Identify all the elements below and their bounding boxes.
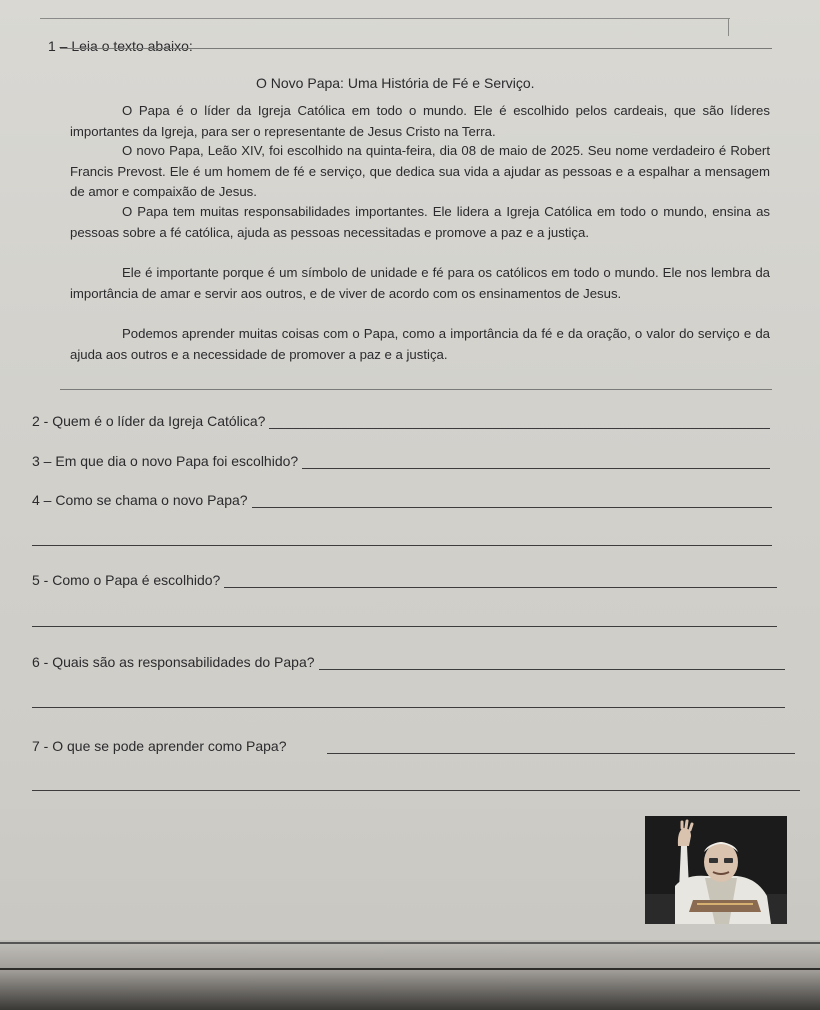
question-5-label: 5 - Como o Papa é escolhido? [32,572,221,588]
question-5 [32,572,777,588]
answer-line-2[interactable] [269,414,770,429]
answer-line-5[interactable] [224,573,777,588]
question-7 [32,738,795,754]
side-rule [728,18,729,36]
table-surface [0,940,820,1010]
answer-line-3[interactable] [302,454,770,469]
question-6-label: 6 - Quais são as responsabilidades do Papa? [32,654,315,670]
question-7-label: 7 - O que se pode aprender como Papa? [32,738,287,754]
question-4-label: 4 – Como se chama o novo Papa? [32,492,248,508]
question-3 [32,453,770,469]
reading-text-box [60,48,772,390]
top-rule [40,18,730,19]
answer-line-4b[interactable] [32,545,772,546]
answer-line-5b[interactable] [32,626,777,627]
paper-edge-line [0,942,820,944]
question-2-label: 2 - Quem é o líder da Igreja Católica? [32,413,266,429]
paragraph-4: Ele é importante porque é um símbolo de unidade e fé para os católicos em todo o mundo. Ele nos lembra da importância de amar e servir aos outros, e de viver de acordo com os ensinamentos de Jesus. [70,265,770,301]
answer-line-6[interactable] [319,655,785,670]
question-2 [32,413,770,429]
answer-line-7[interactable] [327,739,795,754]
pope-figure-illustration [645,816,787,924]
answer-line-6b[interactable] [32,707,785,708]
answer-line-7b[interactable] [32,790,800,791]
answer-line-4[interactable] [252,493,772,508]
paragraph-2: O novo Papa, Leão XIV, foi escolhido na quinta-feira, dia 08 de maio de 2025. Seu nome verdadeiro é Robert Francis Prevost. Ele é um homem de fé e serviço, que dedica sua vida a ajudar as pessoas e a espalhar a mensagem de amor e compaixão de Jesus. [70,143,770,199]
text-title: O Novo Papa: Uma História de Fé e Serviço. [256,75,535,91]
paragraph-3: O Papa tem muitas responsabilidades importantes. Ele lidera a Igreja Católica em todo o mundo, ensina as pessoas sobre a fé católica, ajuda as pessoas necessitadas e promove a paz e a justiça. [70,204,770,240]
question-1-label: 1 – Leia o texto abaixo: [48,38,193,54]
paragraph-1: O Papa é o líder da Igreja Católica em todo o mundo. Ele é escolhido pelos cardeais, que são líderes importantes da Igreja, para ser o representante de Jesus Cristo na Terra. [70,103,770,139]
paper-fold-line [0,968,820,970]
question-4 [32,492,772,508]
paragraph-5: Podemos aprender muitas coisas com o Papa, como a importância da fé e da oração, o valor do serviço e da ajuda aos outros e a necessidade de promover a paz e a justiça. [70,326,770,362]
question-3-label: 3 – Em que dia o novo Papa foi escolhido? [32,453,299,469]
pope-photo [645,816,787,924]
question-6 [32,654,785,670]
